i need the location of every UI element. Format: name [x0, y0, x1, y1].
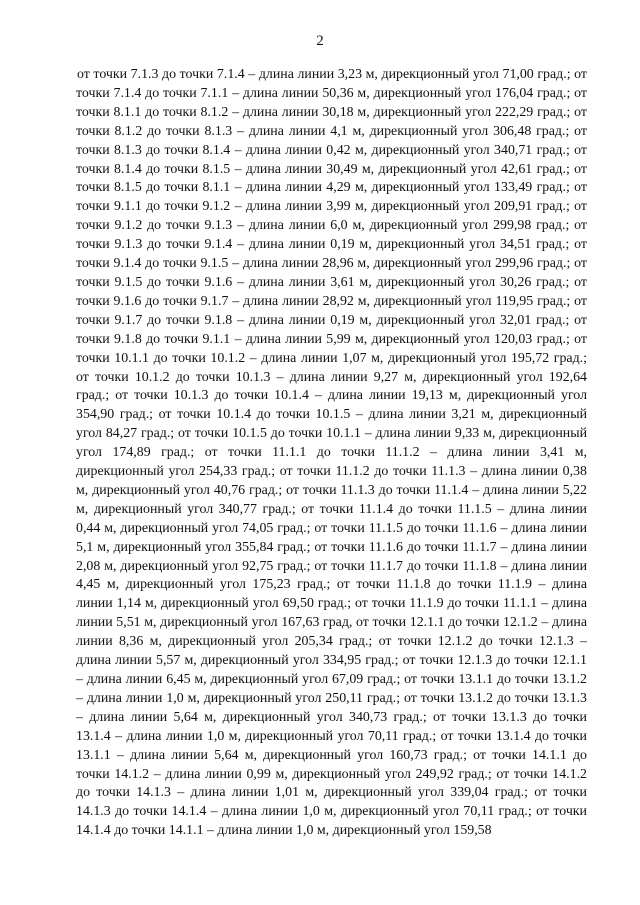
page-number: 2 [316, 33, 324, 49]
body-paragraph: от точки 7.1.3 до точки 7.1.4 – длина линии 3,23 м, дирекционный угол 71,00 град.; от точки 7.1.4 до точки 7.1.1 – длина линии 50,36 м, дирекционный угол 176,04 град.; от точки 8.1.1 до точки 8.1.2 – длина линии 30,18 м, дирекционный угол 222,29 град.; от точки 8.1.2 до точки 8.1.3 – длина линии 4,1 м, дирекционный угол 306,48 град.; от точки 8.1.3 до точки 8.1.4 – длина линии 0,42 м, дирекционный угол 340,71 град.; от точки 8.1.4 до точки 8.1.5 – длина линии 30,49 м, дирекционный угол 42,61 град.; от точки 8.1.5 до точки 8.1.1 – длина линии 4,29 м, дирекционный угол 133,49 град.; от точки 9.1.1 до точки 9.1.2 – длина линии 3,99 м, дирекционный угол 209,91 град.; от точки 9.1.2 до точки 9.1.3 – длина линии 6,0 м, дирекционный угол 299,98 град.; от точки 9.1.3 до точки 9.1.4 – длина линии 0,19 м, дирекционный угол 34,51 град.; от точки 9.1.4 до точки 9.1.5 – длина линии 28,96 м, дирекционный угол 299,96 град.; от точки 9.1.5 до точки 9.1.6 – длина линии 3,61 м, дирекционный угол 30,26 град.; от точки 9.1.6 до точки 9.1.7 – длина линии 28,92 м, дирекционный угол 119,95 град.; от точки 9.1.7 до точки 9.1.8 – длина линии 0,19 м, дирекционный угол 32,01 град.; от точки 9.1.8 до точки 9.1.1 – длина линии 5,99 м, дирекционный угол 120,03 град.; от точки 10.1.1 до точки 10.1.2 – длина линии 1,07 м, дирекционный угол 195,72 град.; от точки 10.1.2 до точки 10.1.3 – длина линии 9,27 м, дирекционный угол 192,64 град.; от точки 10.1.3 до точки 10.1.4 – длина линии 19,13 м, дирекционный угол 354,90 град.; от точки 10.1.4 до точки 10.1.5 – длина линии 3,21 м, дирекционный угол 84,27 град.; от точки 10.1.5 до точки 10.1.1 – длина линии 9,33 м, дирекционный угол 174,89 град.; от точки 11.1.1 до точки 11.1.2 – длина линии 3,41 м, дирекционный угол 254,33 град.; от точки 11.1.2 до точки 11.1.3 – длина линии 0,38 м, дирекционный угол 40,76 град.; от точки 11.1.3 до точки 11.1.4 – длина линии 5,22 м, дирекционный угол 340,77 град.; от точки 11.1.4 до точки 11.1.5 – длина линии 0,44 м, дирекционный угол 74,05 град.; от точки 11.1.5 до точки 11.1.6 – длина линии 5,1 м, дирекционный угол 355,84 град.; от точки 11.1.6 до точки 11.1.7 – длина линии 2,08 м, дирекционный угол 92,75 град.; от точки 11.1.7 до точки 11.1.8 – длина линии 4,45 м, дирекционный угол 175,23 град.; от точки 11.1.8 до точки 11.1.9 – длина линии 1,14 м, дирекционный угол 69,50 град.; от точки 11.1.9 до точки 11.1.1 – длина линии 5,51 м, дирекционный угол 167,63 град, от точки 12.1.1 до точки 12.1.2 – длина линии 8,36 м, дирекционный угол 205,34 град.; от точки 12.1.2 до точки 12.1.3 – длина линии 5,57 м, дирекционный угол 334,95 град.; от точки 12.1.3 до точки 12.1.1 – длина линии 6,45 м, дирекционный угол 67,09 град.; от точки 13.1.1 до точки 13.1.2 – длина линии 1,0 м, дирекционный угол 250,11 град.; от точки 13.1.2 до точки 13.1.3 – длина линии 5,64 м, дирекционный угол 340,73 град.; от точки 13.1.3 до точки 13.1.4 – длина линии 1,0 м, дирекционный угол 70,11 град.; от точки 13.1.4 до точки 13.1.1 – длина линии 5,64 м, дирекционный угол 160,73 град.; от точки 14.1.1 до точки 14.1.2 – длина линии 0,99 м, дирекционный угол 249,92 град.; от точки 14.1.2 до точки 14.1.3 – длина линии 1,01 м, дирекционный угол 339,04 град.; от точки 14.1.3 до точки 14.1.4 – длина линии 1,0 м, дирекционный угол 70,11 град.; от точки 14.1.4 до точки 14.1.1 – длина линии 1,0 м, дирекционный угол 159,58 [76, 67, 587, 839]
